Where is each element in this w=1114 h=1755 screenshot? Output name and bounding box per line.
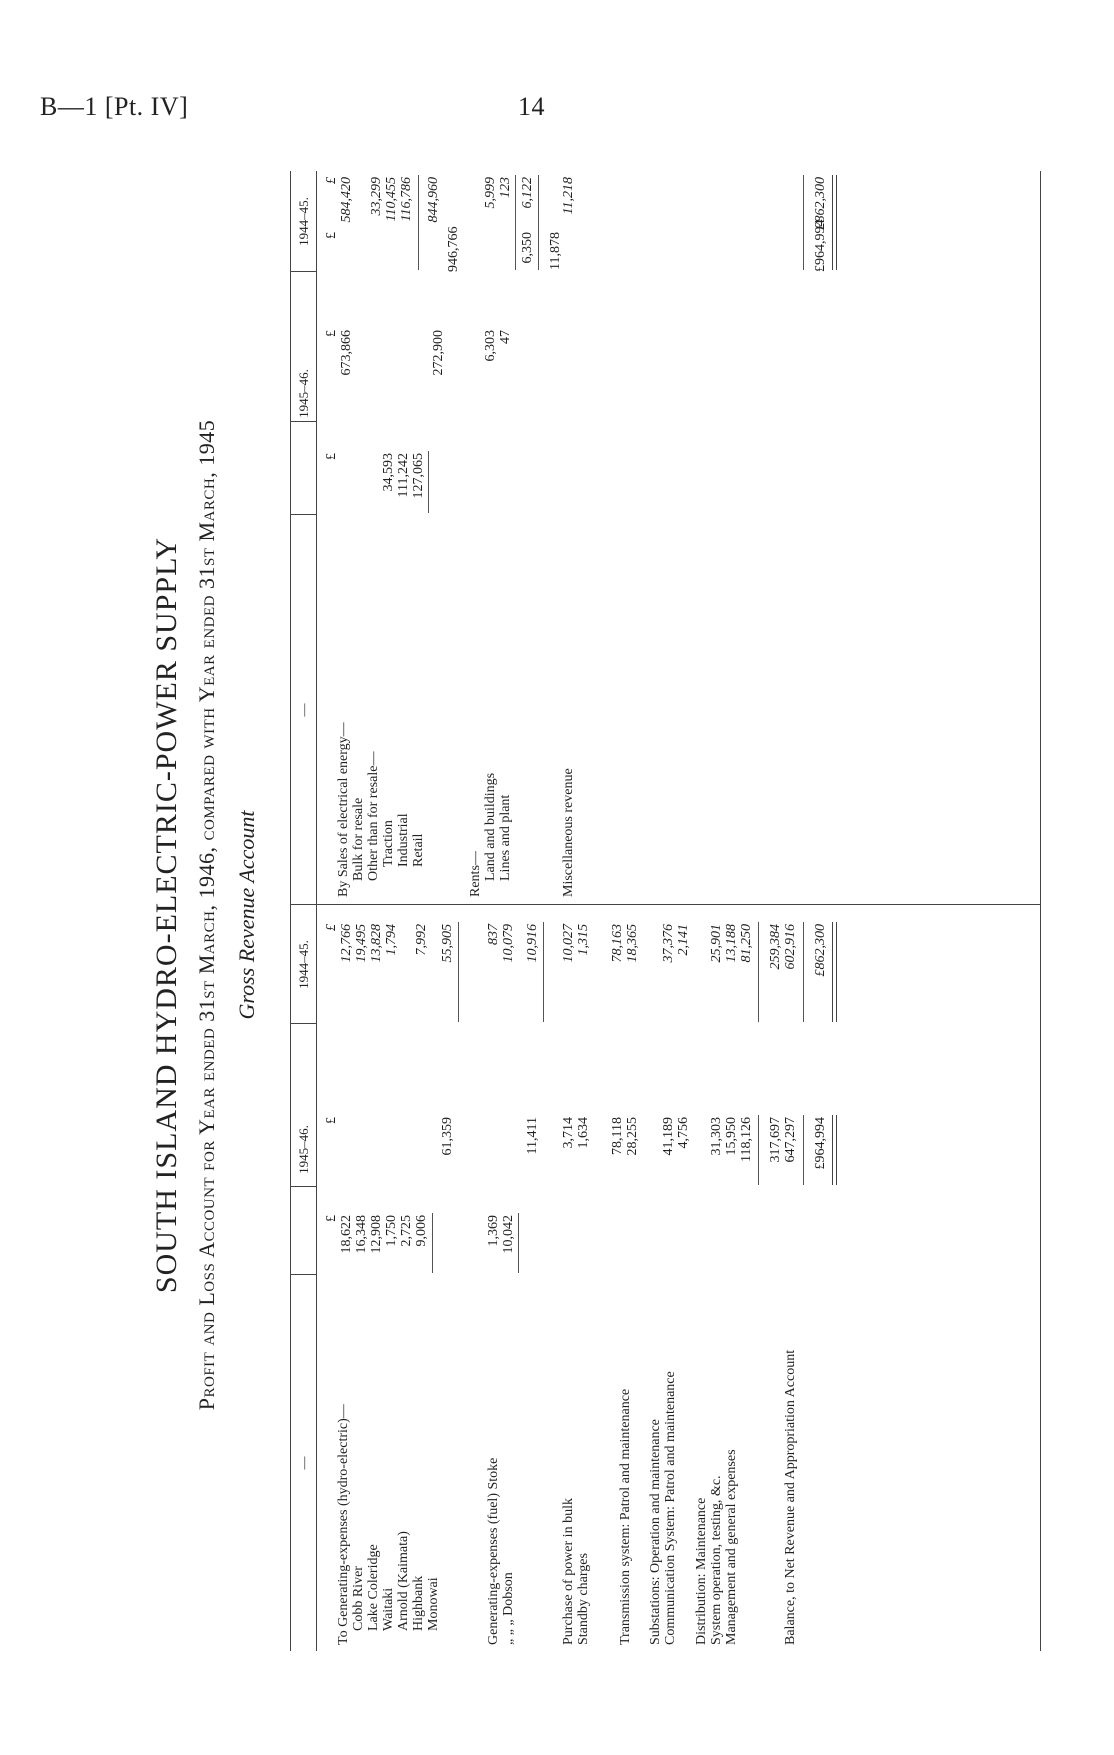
amount: 47: [498, 330, 513, 344]
row-label: Retail: [411, 833, 426, 867]
subtotal: 317,697: [768, 1117, 783, 1163]
sum-rule: [803, 922, 804, 1022]
revenue-table: [128, 165, 1068, 1665]
subtotal: 11,411: [525, 1117, 540, 1155]
rotated-table-page: [128, 165, 1068, 1665]
amount: 1,315: [576, 924, 591, 956]
gen-hydro-label: To Generating-expenses (hydro-electric)—: [336, 1404, 351, 1645]
amount: 127,065: [411, 453, 426, 499]
amount: 123: [498, 177, 513, 198]
grand-total: £964,994: [813, 219, 828, 272]
subtotal: 6,122: [520, 177, 535, 209]
amount: 31,303: [709, 1117, 724, 1156]
amount: 12,766: [339, 924, 354, 963]
table-top-rule: [290, 171, 291, 1651]
row-label: Waitaki: [381, 1587, 396, 1631]
currency-mark: £: [324, 924, 339, 931]
amount: 13,188: [724, 924, 739, 963]
row-label: Balance, to Net Revenue and Appropriation Account: [783, 1349, 798, 1645]
sum-rule: [543, 922, 544, 1022]
grand-total: £862,300: [813, 924, 828, 977]
header-blank-right: —: [296, 703, 311, 717]
page-title: SOUTH ISLAND HYDRO-ELECTRIC-POWER SUPPLY: [150, 536, 183, 1294]
subtotal: 6,350: [520, 232, 535, 264]
amount: 16,348: [354, 1215, 369, 1254]
grand-total: £862,300: [813, 177, 828, 230]
row-label: Miscellaneous revenue: [561, 768, 576, 897]
amount: 11,218: [561, 177, 576, 215]
amount: 1,750: [384, 1215, 399, 1247]
amount: 10,079: [501, 924, 516, 963]
sum-rule: [758, 922, 759, 1022]
header-1945-46-left: 1945–46.: [296, 1125, 311, 1174]
header-bottom-rule: [316, 171, 317, 1651]
subtotal: 946,766: [446, 226, 461, 272]
row-label: Industrial: [396, 813, 411, 867]
amount: 78,118: [610, 1117, 625, 1155]
row-label: Highbank: [411, 1575, 426, 1631]
amount: 11,878: [548, 232, 563, 270]
amount: 10,027: [561, 924, 576, 963]
sum-rule: [458, 922, 459, 1022]
amount: 111,242: [396, 453, 411, 498]
other-label: Other than for resale—: [366, 751, 381, 881]
amount: 116,786: [399, 177, 414, 222]
amount: 18,365: [625, 924, 640, 963]
row-label: Arnold (Kaimata): [396, 1531, 411, 1631]
row-label: Traction: [381, 820, 396, 867]
amount: 1,634: [576, 1117, 591, 1149]
currency-mark: £: [324, 453, 339, 460]
row-label: Purchase of power in bulk: [561, 1498, 576, 1645]
row-label: „ „ „ Dobson: [501, 1572, 516, 1645]
amount: 647,297: [783, 1117, 798, 1163]
double-rule: [832, 175, 837, 270]
sum-rule: [803, 175, 804, 270]
amount: 7,992: [414, 924, 429, 956]
page-number: 14: [518, 92, 545, 121]
rents-label: Rents—: [468, 851, 483, 897]
amount: 584,420: [339, 177, 354, 223]
amount: 78,163: [610, 924, 625, 963]
header-1945-46-right: 1945–46.: [296, 369, 311, 418]
subtotal: 259,384: [768, 924, 783, 970]
amount: 6,303: [483, 330, 498, 362]
amount: 41,189: [661, 1117, 676, 1156]
subtotal: 272,900: [431, 330, 446, 376]
amount: 25,901: [709, 924, 724, 963]
amount: 1,794: [384, 924, 399, 956]
subtotal: 844,960: [426, 177, 441, 223]
amount: 10,042: [501, 1215, 516, 1254]
amount: 9,006: [414, 1215, 429, 1247]
row-label: Standby charges: [576, 1553, 591, 1645]
row-label: Distribution: Maintenance: [694, 1497, 709, 1645]
currency-mark: £: [324, 1215, 339, 1222]
amount: 19,495: [354, 924, 369, 963]
row-label: Bulk for resale: [351, 797, 366, 881]
amount: 34,593: [381, 453, 396, 492]
amount: 118,126: [739, 1117, 754, 1162]
amount: 2,141: [676, 924, 691, 956]
part-reference: B—1 [Pt. IV]: [40, 92, 189, 121]
row-label: Land and buildings: [483, 772, 498, 881]
double-rule: [832, 1115, 837, 1185]
amount: 1,369: [486, 1215, 501, 1247]
amount: 28,255: [625, 1117, 640, 1156]
currency-mark: £: [324, 330, 339, 337]
currency-mark: £: [324, 232, 339, 239]
row-label: Lake Coleridge: [366, 1544, 381, 1631]
sum-rule: [515, 175, 516, 270]
sum-rule: [538, 175, 539, 270]
subtotal: 61,359: [440, 1117, 455, 1156]
table-bottom-rule: [1040, 171, 1041, 1651]
account-caption: Gross Revenue Account: [234, 810, 259, 1020]
grand-total: £964,994: [813, 1117, 828, 1170]
amount: 3,714: [561, 1117, 576, 1149]
subtotal: 10,916: [525, 924, 540, 963]
account-subtitle: Profit and Loss Account for Year ended 31st March, 1946, compared with Year ended 31st March, 1945: [194, 419, 219, 1411]
sum-rule: [518, 1213, 519, 1273]
amount: 837: [486, 924, 501, 945]
double-rule: [832, 922, 837, 1022]
amount: 13,828: [369, 924, 384, 963]
header-1944-45-right: 1944–45.: [296, 197, 311, 246]
header-1944-45-left: 1944–45.: [296, 940, 311, 989]
amount: 602,916: [783, 924, 798, 970]
amount: 673,866: [339, 330, 354, 376]
sum-rule: [758, 1115, 759, 1185]
sum-rule: [428, 451, 429, 513]
amount: 33,299: [369, 177, 384, 216]
row-label: Monowai: [426, 1577, 441, 1631]
row-label: System operation, testing, &c.: [709, 1475, 724, 1645]
sum-rule: [418, 175, 419, 270]
row-label: Transmission system: Patrol and maintenance: [618, 1388, 633, 1645]
sales-label: By Sales of electrical energy—: [336, 722, 351, 897]
header-blank-left: —: [296, 1456, 311, 1470]
amount: 18,622: [339, 1215, 354, 1254]
amount: 81,250: [739, 924, 754, 963]
row-label: Communication System: Patrol and maintenance: [663, 1371, 678, 1645]
subtotal: 55,905: [440, 924, 455, 963]
center-divider: [290, 904, 1040, 905]
row-label: Lines and plant: [498, 794, 513, 881]
sum-rule: [803, 1115, 804, 1185]
row-label: Substations: Operation and maintenance: [648, 1419, 663, 1645]
amount: 5,999: [483, 177, 498, 209]
row-label: Generating-expenses (fuel) Stoke: [486, 1457, 501, 1645]
currency-mark: £: [324, 1117, 339, 1124]
amount: 37,376: [661, 924, 676, 963]
amount: 15,950: [724, 1117, 739, 1156]
row-label: Cobb River: [351, 1566, 366, 1631]
amount: 4,756: [676, 1117, 691, 1149]
currency-mark: £: [324, 177, 339, 184]
amount: 12,908: [369, 1215, 384, 1254]
amount: 110,455: [384, 177, 399, 222]
amount: 2,725: [399, 1215, 414, 1247]
row-label: Management and general expenses: [724, 1449, 739, 1645]
sum-rule: [432, 1213, 433, 1273]
